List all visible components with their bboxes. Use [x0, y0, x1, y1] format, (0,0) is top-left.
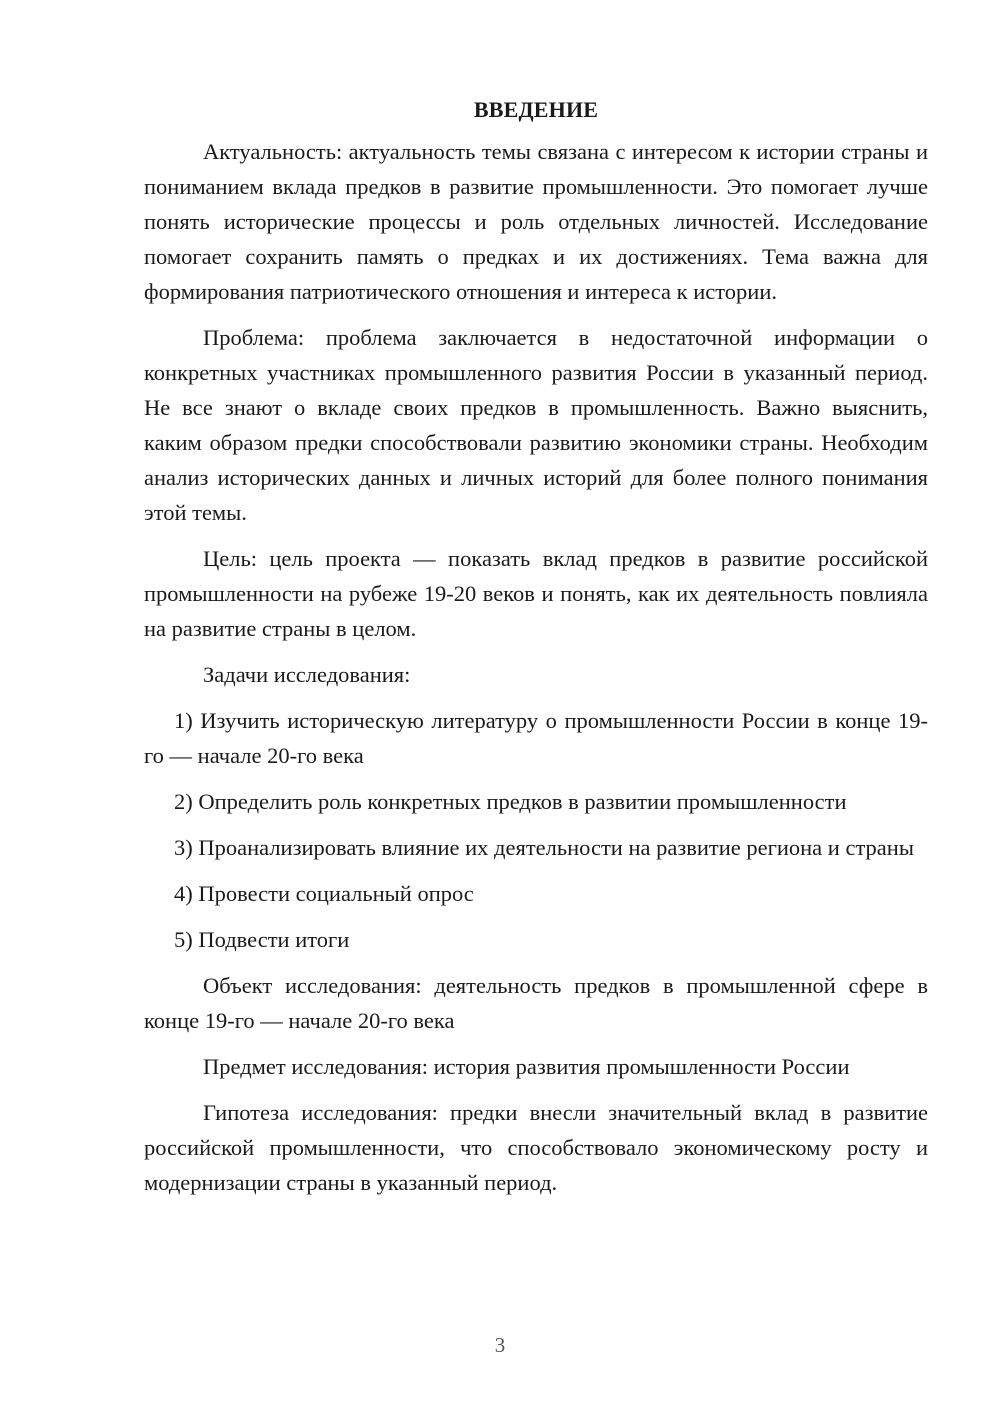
task-item-1: 1) Изучить историческую литературу о промышленности России в конце 19-го — начале 20-го века [144, 708, 928, 768]
page-number: 3 [494, 1333, 506, 1357]
task-item-2: 2) Определить роль конкретных предков в развитии промышленности [174, 789, 847, 814]
task-item-3: 3) Проанализировать влияние их деятельности на развитие региона и страны [174, 835, 914, 860]
research-subject-paragraph: Предмет исследования: история развития промышленности России [203, 1054, 850, 1079]
tasks-heading: Задачи исследования: [203, 662, 411, 687]
hypothesis-paragraph: Гипотеза исследования: предки внесли значительный вклад в развитие российской промышленности, что способствовало экономическому росту и модернизации страны в указанный период. [144, 1100, 928, 1195]
task-item-4: 4) Провести социальный опрос [174, 881, 474, 906]
research-object-paragraph: Объект исследования: деятельность предков в промышленной сфере в конце 19-го — начале 20-го века [144, 973, 928, 1033]
relevance-paragraph: Актуальность: актуальность темы связана с интересом к истории страны и пониманием вклада предков в развитие промышленности. Это помогает лучше понять исторические процессы и роль отдельных личностей. Исследование помогает сохранить память о предках и их достижениях. Тема важна для формирования патриотического отношения и интереса к истории. [144, 139, 928, 304]
task-item-5: 5) Подвести итоги [174, 927, 350, 952]
document-page [144, 92, 928, 1211]
problem-paragraph: Проблема: проблема заключается в недостаточной информации о конкретных участниках промышленного развития России в указанный период. Не все знают о вкладе своих предков в промышленность. Важно выяснить, каким образом предки способствовали развитию экономики страны. Необходим анализ исторических данных и личных историй для более полного понимания этой темы. [144, 325, 928, 525]
goal-paragraph: Цель: цель проекта — показать вклад предков в развитие российской промышленности на рубеже 19-20 веков и понять, как их деятельность повлияла на развитие страны в целом. [144, 546, 928, 641]
page-title: ВВЕДЕНИЕ [473, 97, 599, 122]
